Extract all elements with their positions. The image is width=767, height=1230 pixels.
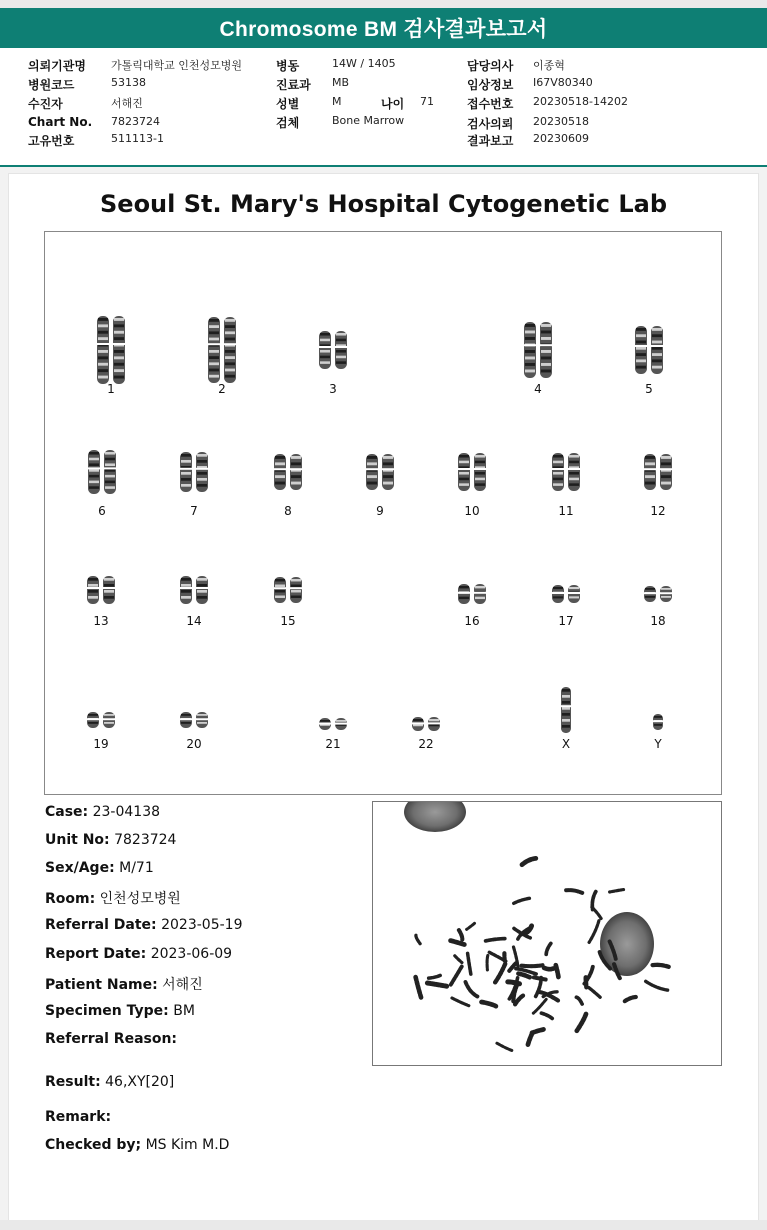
detail-referral-date: Referral Date: 2023-05-19 xyxy=(45,917,243,933)
metaphase-chromosome xyxy=(521,965,543,966)
info-label: 병원코드 xyxy=(28,78,75,92)
chromosome-label-7: 7 xyxy=(190,504,198,518)
chromosome-label-4: 4 xyxy=(534,382,542,396)
chromosome-Y xyxy=(651,713,665,731)
detail-specimen-type: Specimen Type: BM xyxy=(45,1003,195,1019)
info-label: 접수번호 xyxy=(467,97,514,111)
report-title: Chromosome BM 검사결과보고서 xyxy=(0,8,767,48)
karyogram-panel xyxy=(44,231,722,795)
info-value: 20230518 xyxy=(533,115,589,128)
metaphase-chromosome xyxy=(515,996,523,1005)
chromosome-label-15: 15 xyxy=(280,614,296,628)
chromosome-label-14: 14 xyxy=(186,614,202,628)
info-label: 수진자 xyxy=(28,97,63,111)
metaphase-chromosome xyxy=(452,998,469,1006)
chromosome-15 xyxy=(271,576,305,604)
metaphase-chromosome xyxy=(416,977,422,998)
chromosome-21 xyxy=(316,717,350,731)
info-value: 53138 xyxy=(111,76,146,89)
metaphase-chromosome xyxy=(577,1014,586,1031)
chromosome-label-12: 12 xyxy=(650,504,666,518)
chromosome-label-8: 8 xyxy=(284,504,292,518)
metaphase-chromosome xyxy=(467,923,475,929)
metaphase-chromosome xyxy=(427,983,446,986)
chromosome-label-17: 17 xyxy=(558,614,574,628)
metaphase-chromosome xyxy=(522,858,536,864)
chromosome-label-22: 22 xyxy=(418,737,434,751)
detail-case: Case: 23-04138 xyxy=(45,804,161,820)
chromosome-label-6: 6 xyxy=(98,504,106,518)
detail-room: Room: 인천성모병원 xyxy=(45,891,181,907)
chromosome-4 xyxy=(521,321,555,379)
chromosome-6 xyxy=(85,449,119,495)
metaphase-chromosome xyxy=(534,977,547,979)
info-value: M xyxy=(332,95,342,108)
metaphase-chromosome xyxy=(466,982,478,997)
chromosome-19 xyxy=(84,711,118,729)
info-value: 서해진 xyxy=(111,97,143,110)
info-value: 20230609 xyxy=(533,132,589,145)
detail-report-date: Report Date: 2023-06-09 xyxy=(45,946,233,962)
info-value: Bone Marrow xyxy=(332,114,405,127)
bottom-strip xyxy=(0,1220,767,1230)
result-line: Result: 46,XY[20] xyxy=(45,1074,175,1090)
chromosome-9 xyxy=(363,453,397,491)
chromosome-11 xyxy=(549,452,583,492)
chromosome-label-18: 18 xyxy=(650,614,666,628)
metaphase-chromosome xyxy=(513,898,529,903)
metaphase-chromosome xyxy=(625,997,636,1001)
info-label: 결과보고 xyxy=(467,134,514,148)
chromosome-2 xyxy=(205,316,239,384)
info-value: 14W / 1405 xyxy=(332,57,396,70)
chromosome-10 xyxy=(455,452,489,492)
info-value: 7823724 xyxy=(111,115,160,128)
chromosome-label-1: 1 xyxy=(107,382,115,396)
chromosome-1 xyxy=(94,315,128,385)
info-label: 의뢰기관명 xyxy=(28,59,86,73)
metaphase-chromosome xyxy=(427,975,440,978)
info-value: 20230518-14202 xyxy=(533,95,628,108)
chromosome-13 xyxy=(84,575,118,605)
chromosome-label-19: 19 xyxy=(93,737,109,751)
chromosome-label-10: 10 xyxy=(464,504,480,518)
chromosome-label-X: X xyxy=(561,737,571,751)
detail-sex-age: Sex/Age: M/71 xyxy=(45,860,154,876)
chromosome-14 xyxy=(177,575,211,605)
info-label: 나이 xyxy=(381,97,405,111)
chromosome-16 xyxy=(455,583,489,605)
chromosome-12 xyxy=(641,453,675,491)
info-label: 담당의사 xyxy=(467,59,514,73)
chromosome-label-16: 16 xyxy=(464,614,480,628)
metaphase-chromosome xyxy=(589,921,599,943)
metaphase-chromosome xyxy=(589,988,600,998)
metaphase-chromosome xyxy=(653,965,669,967)
chromosome-label-13: 13 xyxy=(93,614,109,628)
lab-title: Seoul St. Mary's Hospital Cytogenetic Lab xyxy=(100,190,667,218)
chromosome-18 xyxy=(641,585,675,603)
metaphase-chromosome xyxy=(556,965,559,978)
chromosome-22 xyxy=(409,716,443,732)
metaphase-chromosome xyxy=(450,967,462,986)
info-value: 이종혁 xyxy=(533,59,565,72)
detail-unit-no: Unit No: 7823724 xyxy=(45,832,177,848)
chromosome-label-3: 3 xyxy=(329,382,337,396)
metaphase-image xyxy=(372,801,722,1066)
info-label: 병동 xyxy=(276,59,300,73)
metaphase-chromosome xyxy=(610,890,624,892)
info-label: 임상정보 xyxy=(467,78,514,92)
info-label: Chart No. xyxy=(28,115,93,129)
top-strip xyxy=(0,0,767,8)
metaphase-chromosome xyxy=(494,964,505,984)
chromosome-label-2: 2 xyxy=(218,382,226,396)
info-label: 진료과 xyxy=(276,78,311,92)
detail-referral-reason: Referral Reason: xyxy=(45,1031,178,1047)
metaphase-chromosome xyxy=(646,981,668,990)
info-value: MB xyxy=(332,76,350,89)
chromosome-label-20: 20 xyxy=(186,737,202,751)
patient-info-panel xyxy=(0,48,767,167)
metaphase-chromosome xyxy=(592,892,595,910)
chromosome-label-21: 21 xyxy=(325,737,341,751)
chromosome-20 xyxy=(177,711,211,729)
chromosome-label-Y: Y xyxy=(654,737,662,751)
metaphase-chromosome xyxy=(468,953,471,974)
chromosome-3 xyxy=(316,330,350,370)
metaphase-spread-graphic xyxy=(373,802,721,1065)
info-value: I67V80340 xyxy=(533,76,593,89)
nucleus-top xyxy=(404,802,466,832)
metaphase-chromosome xyxy=(528,1033,532,1044)
chromosome-7 xyxy=(177,451,211,493)
info-value: 511113-1 xyxy=(111,132,164,145)
metaphase-chromosome xyxy=(513,985,517,1001)
chromosome-label-11: 11 xyxy=(558,504,574,518)
chromosome-X xyxy=(559,686,573,734)
metaphase-chromosome xyxy=(459,930,462,939)
info-value: 71 xyxy=(420,95,434,108)
checked-by-line: Checked by; MS Kim M.D xyxy=(45,1137,230,1153)
metaphase-chromosome xyxy=(416,935,420,943)
info-label: 성별 xyxy=(276,97,300,111)
chromosome-8 xyxy=(271,453,305,491)
metaphase-chromosome xyxy=(518,974,531,978)
info-label: 검사의뢰 xyxy=(467,117,514,131)
metaphase-chromosome xyxy=(497,1043,513,1051)
metaphase-chromosome xyxy=(576,997,582,1004)
metaphase-chromosome xyxy=(533,999,546,1013)
metaphase-chromosome xyxy=(482,1002,496,1006)
chromosome-label-5: 5 xyxy=(645,382,653,396)
metaphase-chromosome xyxy=(544,968,553,969)
metaphase-chromosome xyxy=(486,939,505,941)
metaphase-chromosome xyxy=(546,943,551,955)
metaphase-chromosome xyxy=(487,956,488,970)
chromosome-label-9: 9 xyxy=(376,504,384,518)
chromosome-5 xyxy=(632,325,666,375)
metaphase-chromosome xyxy=(566,890,582,893)
metaphase-chromosome xyxy=(455,956,462,963)
info-label: 검체 xyxy=(276,116,300,130)
metaphase-chromosome xyxy=(586,977,587,987)
remark-line: Remark: xyxy=(45,1109,112,1125)
chromosome-17 xyxy=(549,584,583,604)
info-label: 고유번호 xyxy=(28,134,75,148)
metaphase-chromosome xyxy=(541,1013,553,1019)
info-value: 가톨릭대학교 인천성모병원 xyxy=(111,59,243,72)
detail-patient-name: Patient Name: 서해진 xyxy=(45,977,203,993)
